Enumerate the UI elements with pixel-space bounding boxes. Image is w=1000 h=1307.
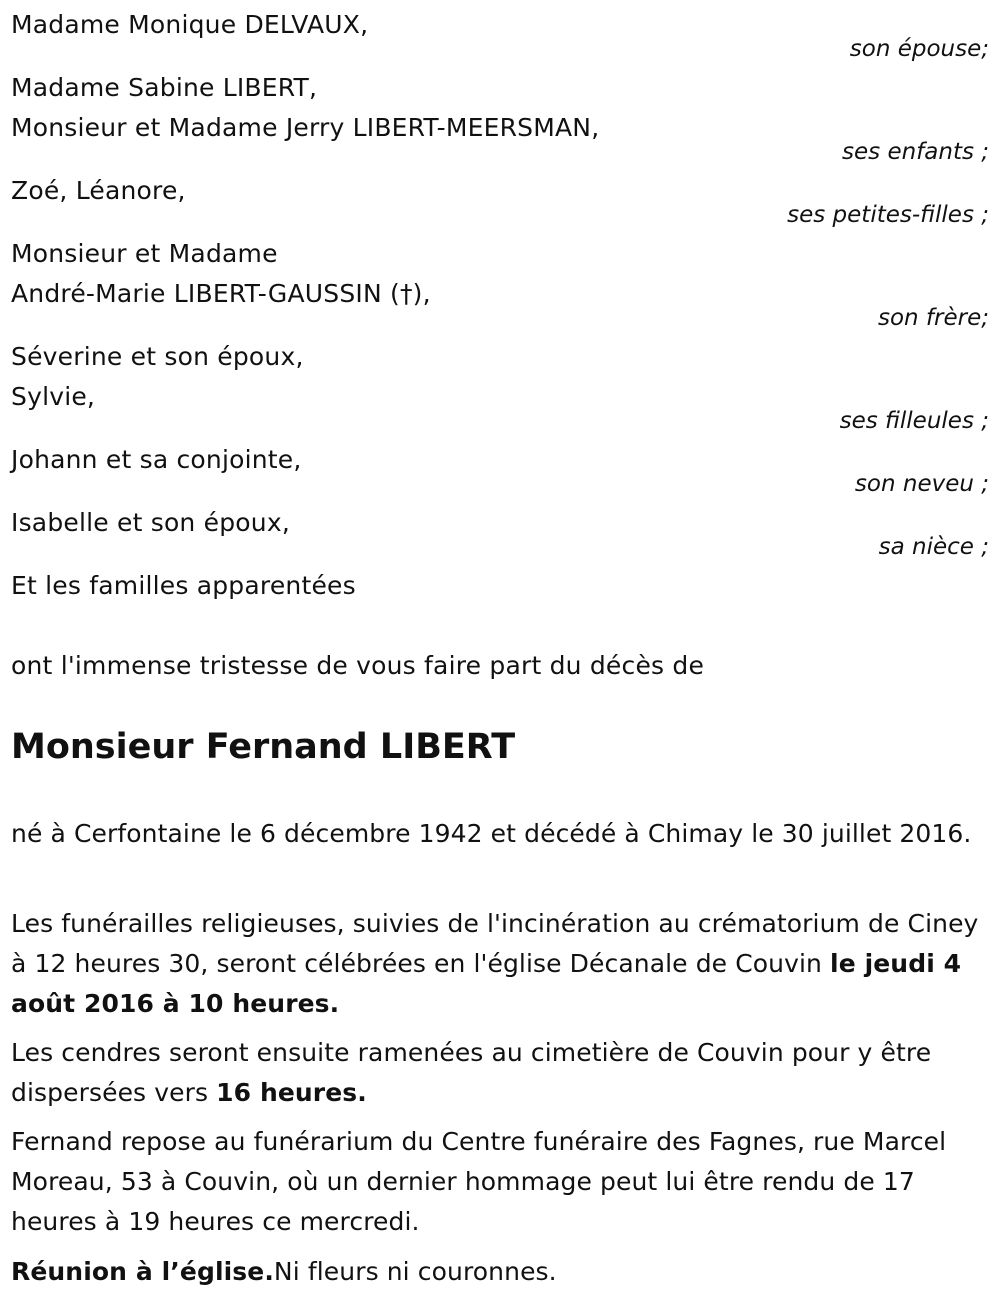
- family-name-line: Monsieur et Madame: [11, 239, 278, 268]
- birth-death-paragraph: né à Cerfontaine le 6 décembre 1942 et décédé à Chimay le 30 juillet 2016.: [11, 819, 972, 848]
- family-name-line: Et les familles apparentées: [11, 571, 356, 600]
- family-role: son frère;: [877, 305, 989, 331]
- family-role: ses enfants ;: [842, 139, 989, 165]
- ashes-text: Les cendres seront ensuite ramenées au cimetière de Couvin pour y être dispersées vers: [11, 1038, 932, 1107]
- family-name-line: Monsieur et Madame Jerry LIBERT-MEERSMAN,: [11, 113, 600, 142]
- family-name-line: Séverine et son époux,: [11, 342, 304, 371]
- family-name-line: Isabelle et son époux,: [11, 508, 290, 537]
- family-role: son épouse;: [849, 36, 989, 62]
- ashes-paragraph: [11, 1033, 989, 1113]
- family-name-line: Madame Monique DELVAUX,: [11, 10, 369, 39]
- family-role: son neveu ;: [854, 471, 989, 497]
- family-role: ses petites-filles ;: [787, 202, 989, 228]
- visitation-paragraph: Fernand repose au funérarium du Centre funéraire des Fagnes, rue Marcel Moreau, 53 à Couvin, où un dernier hommage peut lui être rendu de 17 heures à 19 heures ce mercredi.: [11, 1127, 947, 1236]
- family-name-line: Madame Sabine LIBERT,: [11, 73, 318, 102]
- deceased-name: Monsieur Fernand LIBERT: [11, 727, 516, 767]
- family-name-line: André-Marie LIBERT-GAUSSIN (†),: [11, 279, 431, 308]
- family-name-line: Zoé, Léanore,: [11, 176, 186, 205]
- funeral-paragraph: [11, 904, 989, 1024]
- closing-paragraph: [11, 1252, 989, 1292]
- announcement-text: ont l'immense tristesse de vous faire part du décès de: [11, 651, 705, 680]
- closing-flowers: Ni fleurs ni couronnes.: [273, 1257, 557, 1286]
- family-role: sa nièce ;: [878, 534, 989, 560]
- family-name-line: Johann et sa conjointe,: [11, 445, 302, 474]
- closing-meeting: Réunion à l’église.: [11, 1257, 274, 1286]
- funeral-date: le jeudi 4 août 2016 à 10 heures.: [11, 949, 962, 1018]
- ashes-time: 16 heures.: [216, 1078, 367, 1107]
- family-name-line: Sylvie,: [11, 382, 96, 411]
- funeral-text: Les funérailles religieuses, suivies de l'incinération au crématorium de Ciney à 12 heures 30, seront célébrées en l'église Décanale de Couvin: [11, 909, 979, 978]
- family-role: ses filleules ;: [839, 408, 989, 434]
